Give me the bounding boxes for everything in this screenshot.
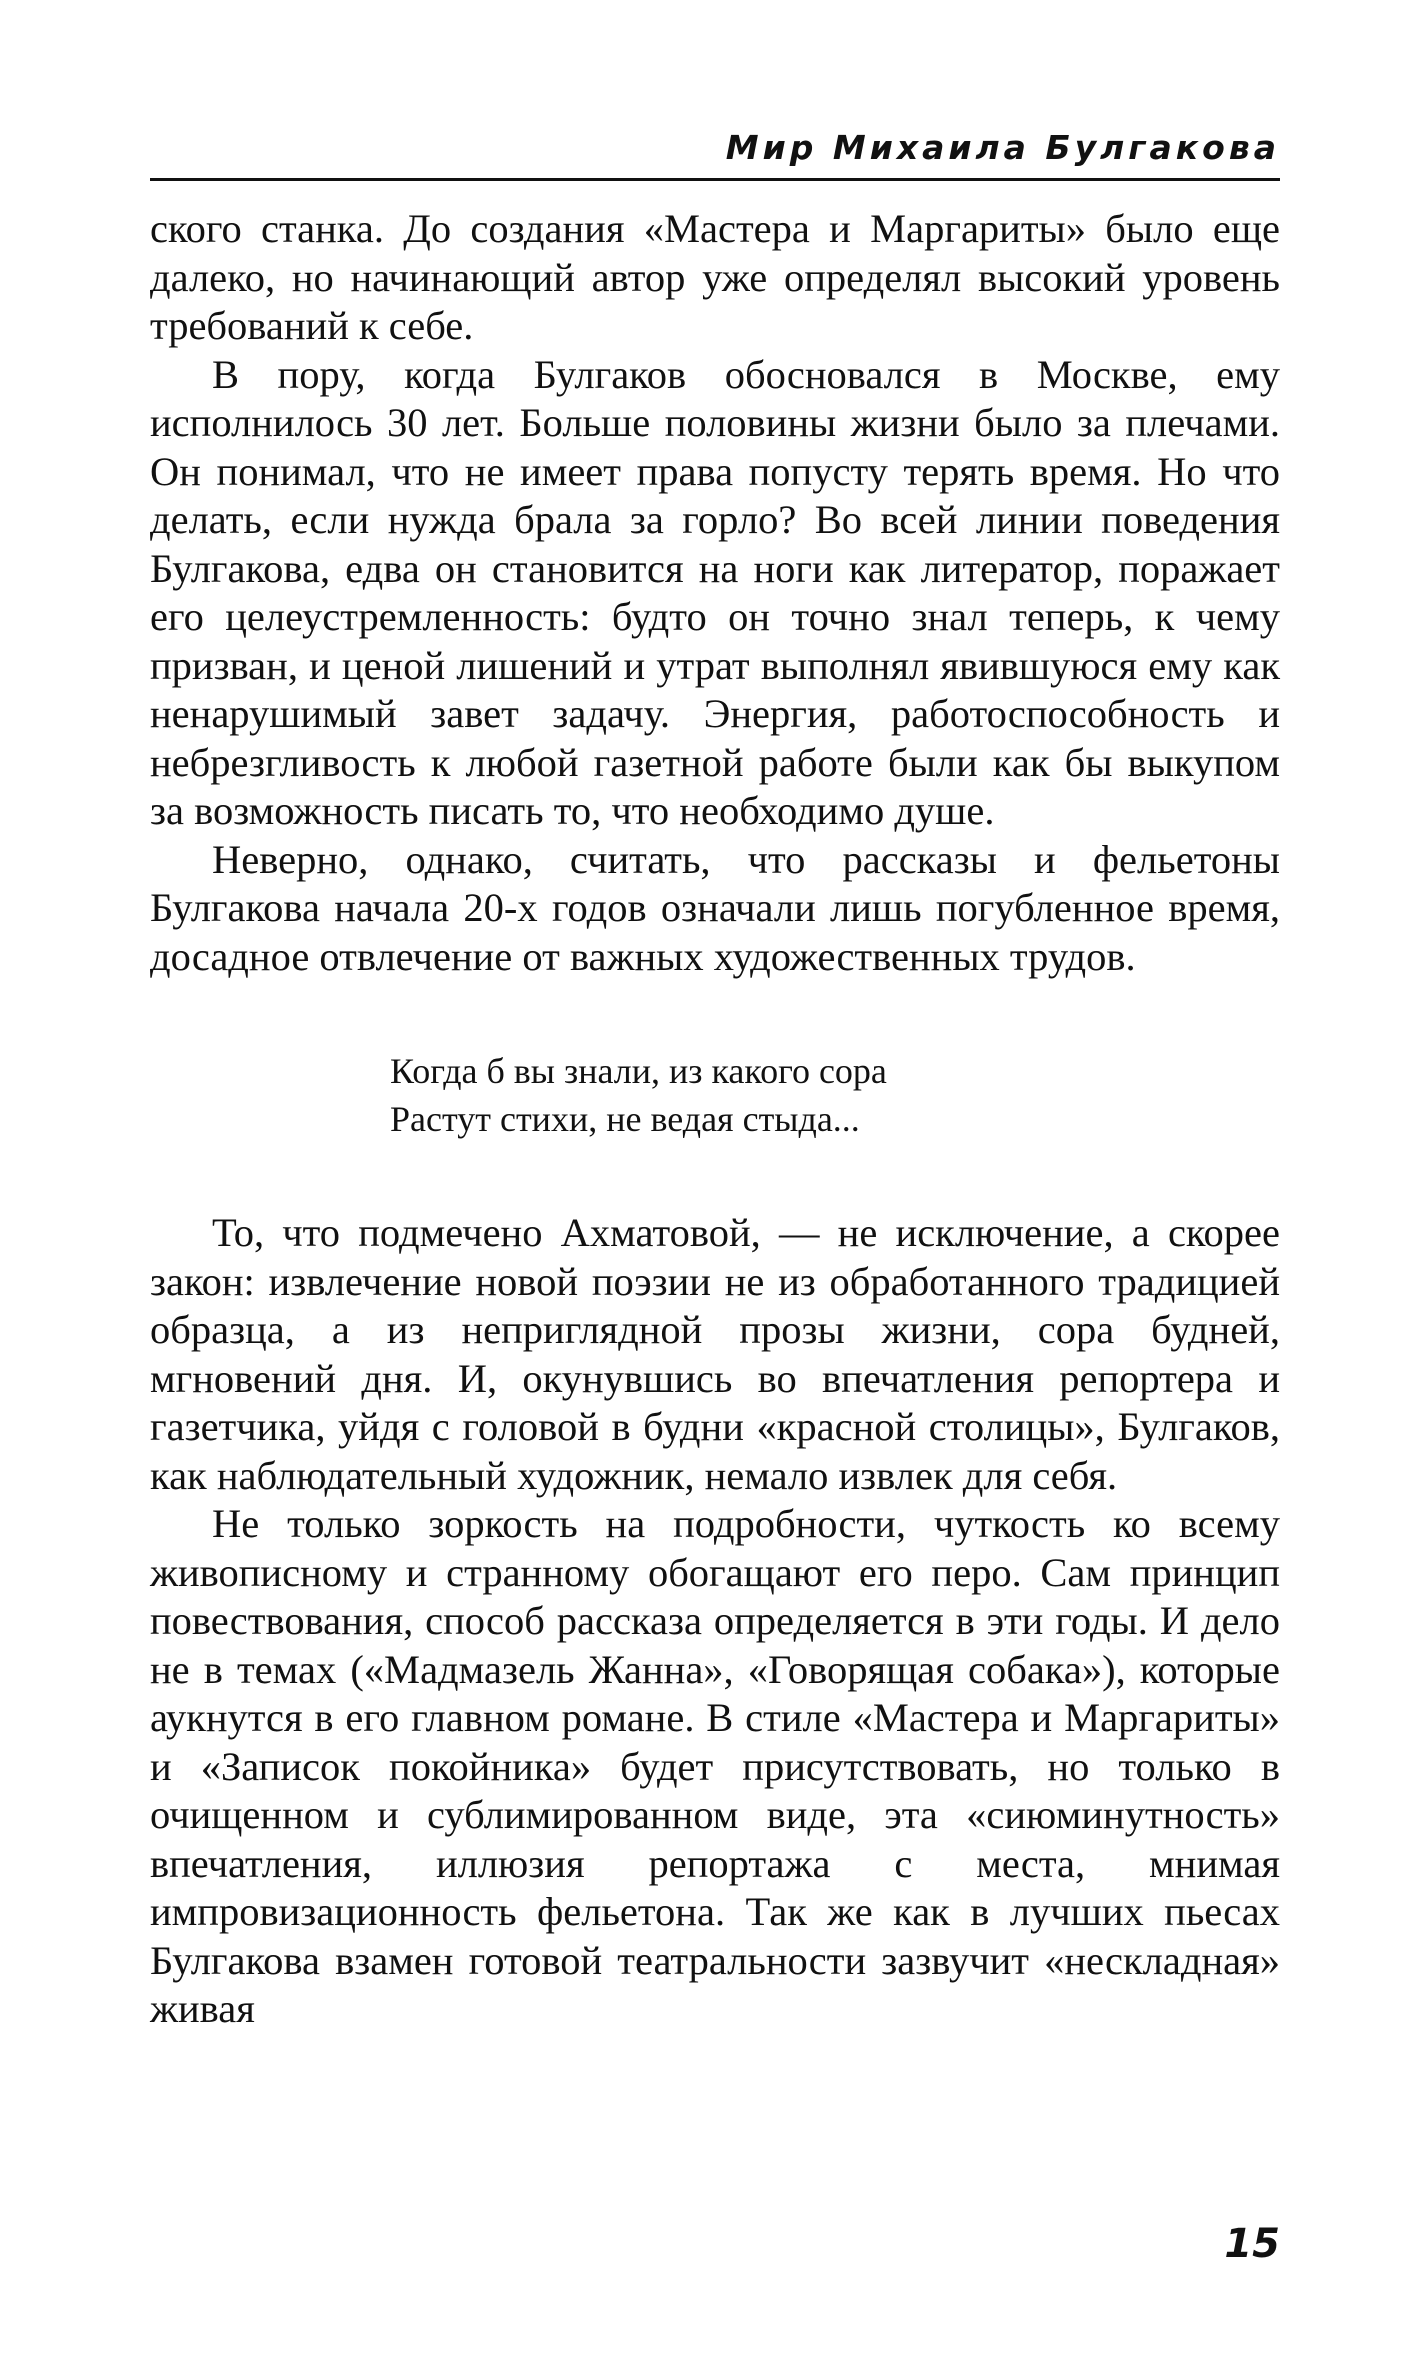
header-rule: [150, 178, 1280, 181]
paragraph: ского станка. До создания «Мастера и Маргариты» было еще далеко, но начинающий автор уже определял высокий уровень требований к себе.: [150, 206, 1280, 348]
page-number: 15: [1224, 2221, 1280, 2267]
paragraph: В пору, когда Булгаков обосновался в Москве, ему исполнилось 30 лет. Больше половины жизни было за плечами. Он понимал, что не имеет права попусту терять время. Но что делать, если нужда брала за горло? Во всей линии поведения Булгакова, едва он становится на ноги как литератор, поражает его целеустремленность: будто он точно знал теперь, к чему призван, и ценой лишений и утрат выполнял явившуюся ему как ненарушимый завет задачу. Энергия, работоспособность и небрезгливость к любой газетной работе были как бы выкупом за возможность писать то, что необходимо душе.: [150, 351, 1280, 833]
paragraph: Не только зоркость на подробности, чуткость ко всему живописному и странному обогащают его перо. Сам принцип повествования, способ рассказа определяется в эти годы. И дело не в темах («Мадмазель Жанна», «Говорящая собака»), которые аукнутся в его главном романе. В стиле «Мастера и Маргариты» и «Записок покойника» будет присутствовать, но только в очищенном и сублимированном виде, эта «сиюминутность» впечатления, иллюзия репортажа с места, мнимая импровизационность фельетона. Так же как в лучших пьесах Булгакова взамен готовой театральности зазвучит «нескладная» живая: [150, 1501, 1280, 2031]
paragraph: Неверно, однако, считать, что рассказы и фельетоны Булгакова начала 20-х годов означали лишь погубленное время, досадное отвлечение от важных художественных трудов.: [150, 836, 1280, 979]
running-head: Мир Михаила Булгакова: [725, 128, 1280, 167]
epigraph-line: Растут стихи, не ведая стыда...: [390, 1099, 860, 1139]
epigraph-line: Когда б вы знали, из какого сора: [390, 1051, 887, 1091]
epigraph: [390, 1047, 1280, 1143]
body-text: [150, 205, 1280, 2034]
paragraph: То, что подмечено Ахматовой, — не исключение, а скорее закон: извлечение новой поэзии не из обработанного традицией образца, а из неприглядной прозы жизни, сора будней, мгновений дня. И, окунувшись во впечатления репортера и газетчика, уйдя с головой в будни «красной столицы», Булгаков, как наблюдательный художник, немало извлек для себя.: [150, 1210, 1280, 1498]
